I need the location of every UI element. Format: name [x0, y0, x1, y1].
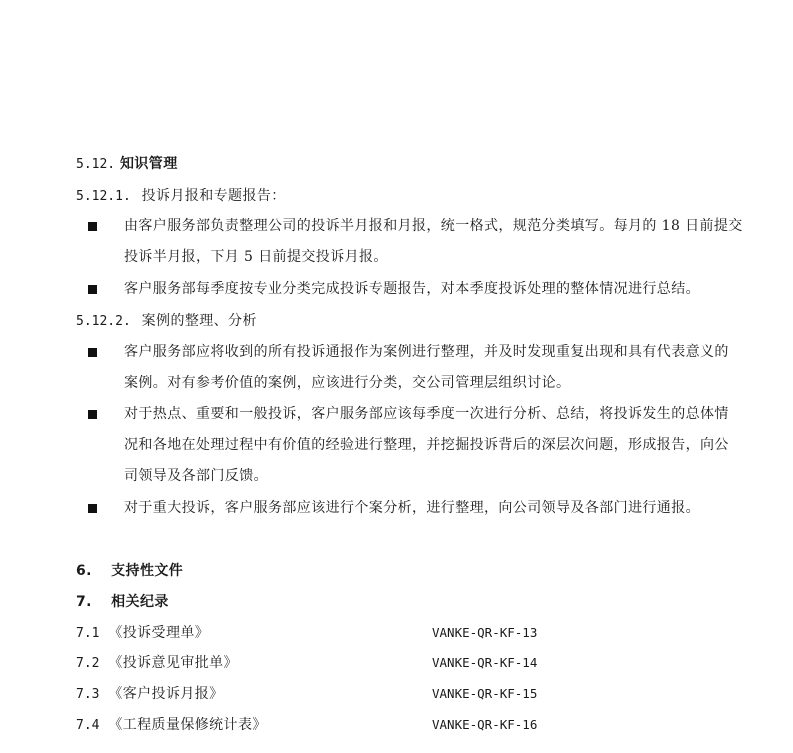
paragraph-line: 对于重大投诉，客户服务部应该进行个案分析，进行整理，向公司领导及各部门进行通报。	[124, 500, 700, 516]
section-number: 5.12.	[76, 157, 116, 172]
record-code: VANKE-QR-KF-16	[432, 717, 538, 732]
record-row	[76, 684, 224, 705]
section-6-heading	[76, 561, 183, 581]
bullet-square-icon	[88, 410, 97, 419]
record-code: VANKE-QR-KF-13	[432, 625, 538, 640]
record-number: 7.3	[76, 687, 100, 702]
record-row	[76, 623, 209, 644]
section-title: 支持性文件	[111, 563, 184, 579]
subsection-5-12-2-heading	[76, 311, 257, 332]
record-code: VANKE-QR-KF-14	[432, 655, 538, 670]
record-name: 《工程质量保修统计表》	[108, 717, 267, 733]
subsection-5-12-1-heading	[76, 186, 286, 207]
bullet-square-icon	[88, 222, 97, 231]
bullet-square-icon	[88, 285, 97, 294]
section-number: 6.	[76, 563, 92, 579]
record-name: 《客户投诉月报》	[108, 686, 224, 702]
record-number: 7.1	[76, 626, 100, 641]
section-title: 知识管理	[120, 156, 178, 172]
section-title: 相关纪录	[111, 594, 169, 610]
record-name: 《投诉意见审批单》	[108, 655, 238, 671]
paragraph-line: 投诉半月报，下月 5 日前提交投诉月报。	[124, 249, 388, 265]
record-name: 《投诉受理单》	[108, 625, 210, 641]
paragraph-line: 案例。对有参考价值的案例，应该进行分类，交公司管理层组织讨论。	[124, 375, 571, 391]
subsection-number: 5.12.2.	[76, 314, 131, 329]
record-number: 7.4	[76, 718, 100, 733]
paragraph-line: 由客户服务部负责整理公司的投诉半月报和月报，统一格式，规范分类填写。每月的 18 日前提交	[124, 218, 743, 234]
record-code: VANKE-QR-KF-15	[432, 686, 538, 701]
subsection-title: 案例的整理、分析	[141, 313, 257, 329]
record-row	[76, 653, 238, 674]
section-5-12-heading	[76, 154, 178, 175]
section-number: 7.	[76, 594, 92, 610]
paragraph-line: 司领导及各部门反馈。	[124, 468, 268, 484]
record-number: 7.2	[76, 656, 100, 671]
subsection-title: 投诉月报和专题报告：	[141, 188, 286, 204]
paragraph-line: 对于热点、重要和一般投诉，客户服务部应该每季度一次进行分析、总结，将投诉发生的总体情	[124, 406, 729, 422]
bullet-square-icon	[88, 504, 97, 513]
bullet-square-icon	[88, 348, 97, 357]
subsection-number: 5.12.1.	[76, 189, 131, 204]
paragraph-line: 况和各地在处理过程中有价值的经验进行整理，并挖掘投诉背后的深层次问题，形成报告，向公	[124, 437, 729, 453]
section-7-heading	[76, 592, 169, 612]
paragraph-line: 客户服务部每季度按专业分类完成投诉专题报告，对本季度投诉处理的整体情况进行总结。	[124, 281, 700, 297]
record-row	[76, 715, 267, 736]
paragraph-line: 客户服务部应将收到的所有投诉通报作为案例进行整理，并及时发现重复出现和具有代表意义的	[124, 344, 729, 360]
